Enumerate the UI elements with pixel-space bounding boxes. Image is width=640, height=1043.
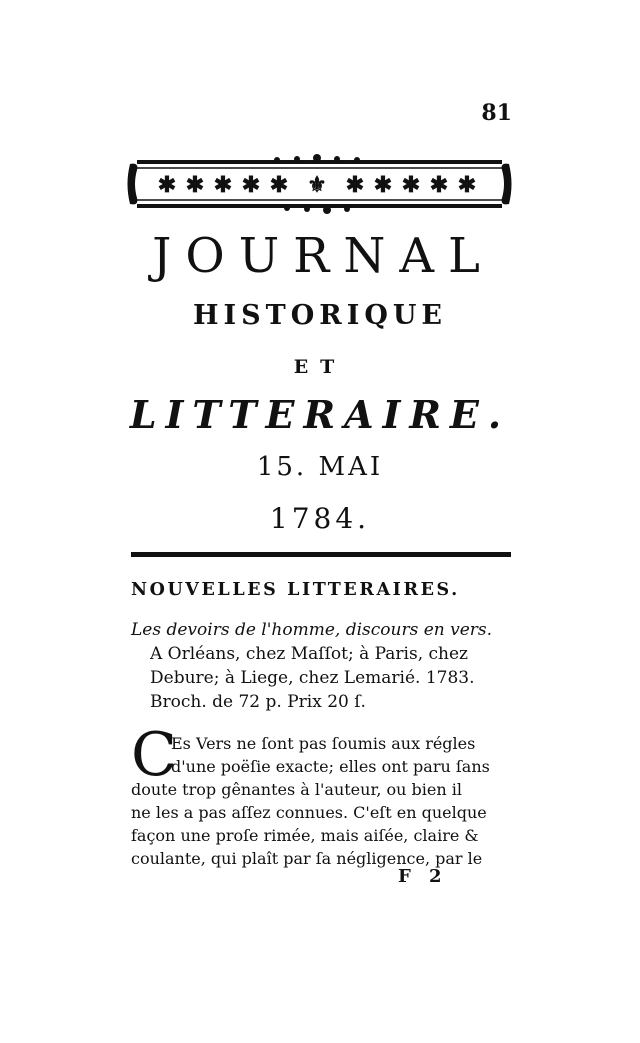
svg-text:✱: ✱ bbox=[457, 172, 477, 198]
page-number: 81 bbox=[481, 100, 512, 126]
issue-date: 15. MAI bbox=[256, 452, 384, 482]
section-heading: NOUVELLES LITTERAIRES. bbox=[131, 580, 460, 600]
svg-text:✱: ✱ bbox=[401, 172, 421, 198]
svg-text:✱: ✱ bbox=[241, 172, 261, 198]
body-text-line: Es Vers ne ſont pas ſoumis aux régles bbox=[171, 734, 476, 753]
body-text-line: coulante, qui plaît par ſa négligence, par le bbox=[131, 849, 483, 868]
svg-text:✱: ✱ bbox=[429, 172, 449, 198]
body-text-line: d'une poëſie exacte; elles ont paru ſans bbox=[171, 757, 490, 776]
body-text-line: façon une proſe rimée, mais aiſée, claire & bbox=[131, 826, 479, 845]
svg-text:✱: ✱ bbox=[345, 172, 365, 198]
body-text-line: ne les a pas aſſez connues. C'eſt en quelque bbox=[131, 803, 487, 822]
book-publication-line: Debure; à Liege, chez Lemarié. 1783. bbox=[150, 668, 475, 688]
masthead-title-historique: HISTORIQUE bbox=[193, 300, 447, 331]
book-publication-line: A Orléans, chez Maſſot; à Paris, chez bbox=[150, 644, 469, 664]
svg-text:✱: ✱ bbox=[373, 172, 393, 198]
ornamental-header-band bbox=[127, 154, 512, 214]
issue-year: 1784. bbox=[269, 502, 371, 535]
body-text-line: doute trop gênantes à l'auteur, ou bien il bbox=[131, 780, 462, 799]
svg-text:✱: ✱ bbox=[269, 172, 289, 198]
masthead-title-et: ET bbox=[293, 356, 347, 378]
svg-text:✱: ✱ bbox=[185, 172, 205, 198]
horizontal-rule bbox=[131, 552, 511, 557]
drop-cap: C bbox=[131, 720, 177, 790]
masthead-title-litteraire: LITTERAIRE. bbox=[129, 392, 511, 437]
signature-mark: F 2 bbox=[398, 866, 448, 887]
svg-text:✱: ✱ bbox=[157, 172, 177, 198]
svg-text:⚜: ⚜ bbox=[307, 172, 327, 198]
masthead-title-journal: JOURNAL bbox=[152, 228, 494, 284]
book-price-line: Broch. de 72 p. Prix 20 ſ. bbox=[150, 692, 366, 712]
svg-text:✱: ✱ bbox=[213, 172, 233, 198]
book-title: Les devoirs de l'homme, discours en vers. bbox=[131, 620, 493, 640]
